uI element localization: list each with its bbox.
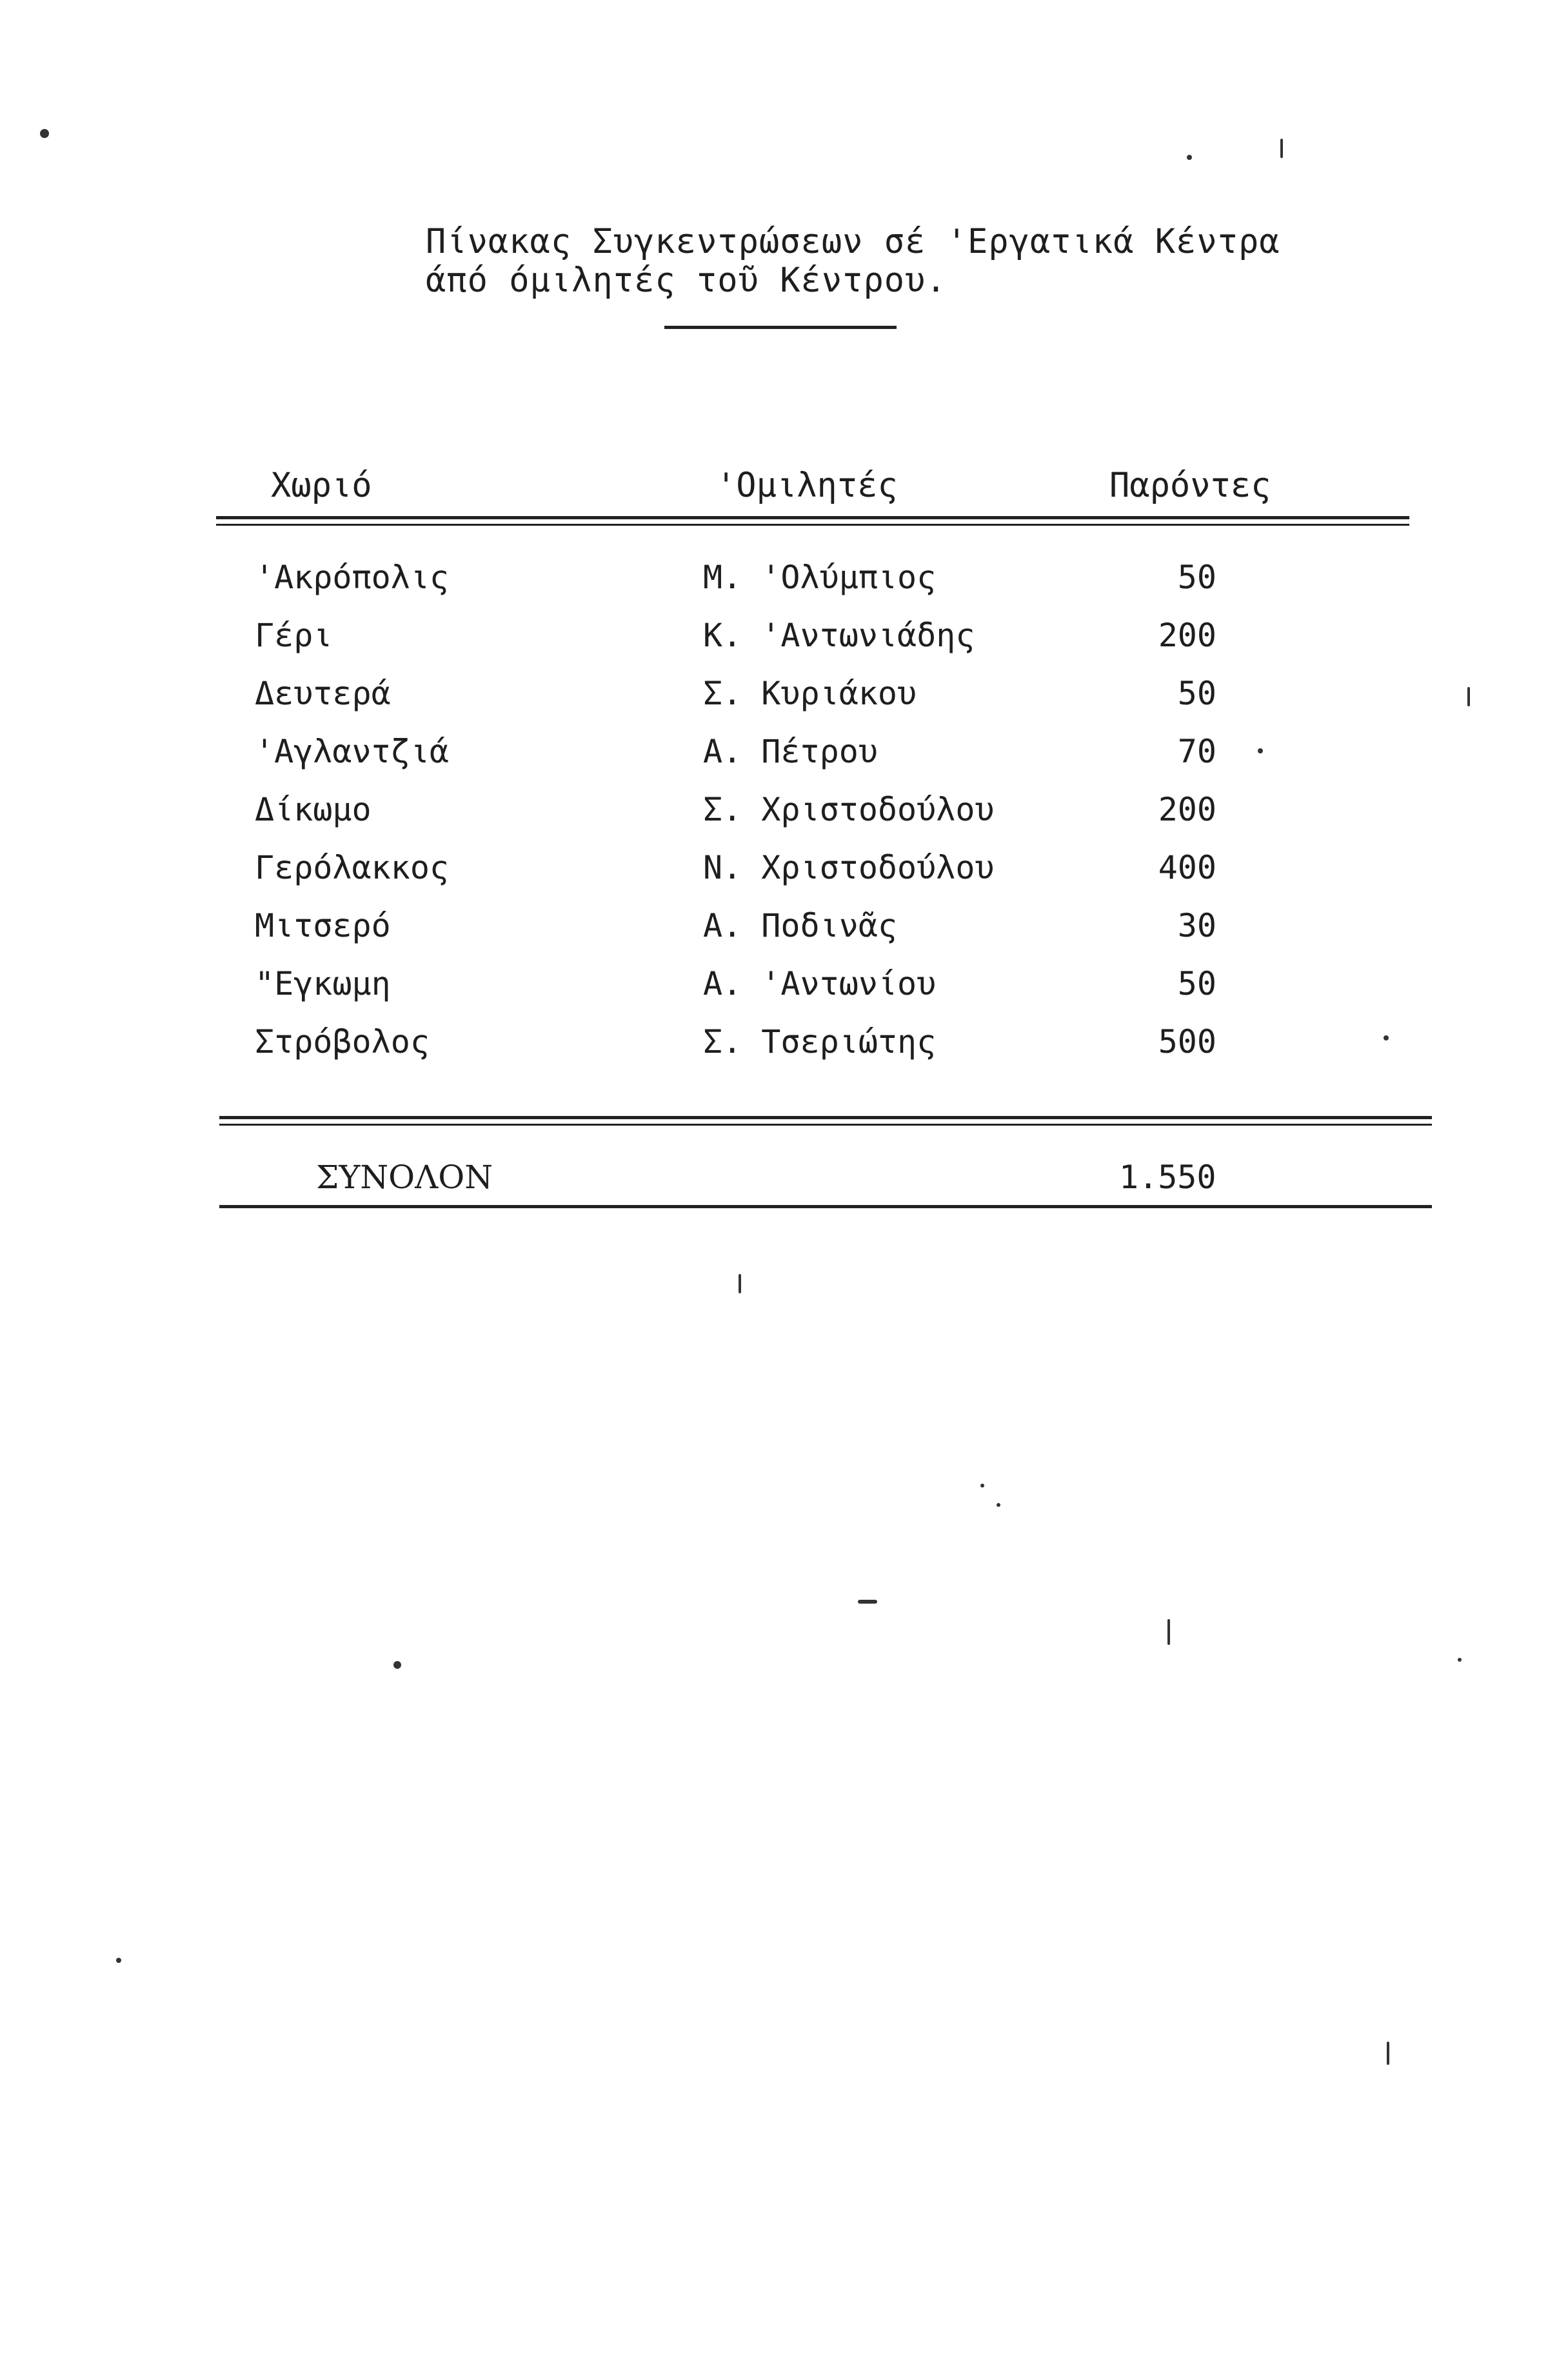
table-row: [0, 722, 1568, 781]
speaker-cell: Μ. 'Ολύμπιος: [703, 559, 937, 596]
document-title: [426, 223, 1329, 300]
scan-speck: [1258, 748, 1263, 753]
speaker-cell: Σ. Τσεριώτης: [703, 1023, 937, 1060]
header-rule-top: [216, 516, 1409, 519]
header-rule-bottom: [216, 524, 1409, 526]
village-cell: Στρόβολος: [255, 1023, 430, 1060]
scan-speck: [393, 1661, 401, 1669]
present-cell: 200: [1158, 617, 1216, 654]
total-rule-bottom: [219, 1205, 1432, 1208]
table-row: [0, 548, 1568, 606]
table-row: [0, 839, 1568, 897]
speaker-cell: Κ. 'Αντωνιάδης: [703, 617, 975, 654]
header-speaker: 'Ομιλητές: [716, 466, 898, 505]
header-village: Χωριό: [271, 466, 372, 505]
present-cell: 70: [1177, 733, 1216, 770]
scan-speck: [1384, 1035, 1389, 1040]
table-row: [0, 897, 1568, 955]
village-cell: Δευτερά: [255, 675, 391, 712]
scan-speck: [40, 129, 49, 138]
present-cell: 200: [1158, 791, 1216, 828]
village-cell: Γερόλακκος: [255, 849, 450, 886]
present-cell: 30: [1177, 907, 1216, 944]
speaker-cell: Α. Ποδινᾶς: [703, 907, 898, 944]
total-rule-top: [219, 1116, 1432, 1119]
present-cell: 50: [1177, 965, 1216, 1002]
scan-speck: [858, 1600, 877, 1604]
village-cell: 'Αγλαντζιά: [255, 733, 450, 770]
table-row: [0, 606, 1568, 664]
present-cell: 400: [1158, 849, 1216, 886]
scan-speck: [1280, 139, 1283, 158]
village-cell: 'Ακρόπολις: [255, 559, 450, 596]
table-row: [0, 955, 1568, 1013]
scan-speck: [1467, 687, 1470, 706]
scan-speck: [1387, 2042, 1389, 2065]
table-row: [0, 1013, 1568, 1071]
table-row: [0, 781, 1568, 839]
village-cell: Γέρι: [255, 617, 333, 654]
scan-speck: [980, 1484, 984, 1488]
title-line-1: Πίνακας Συγκεντρώσεων σέ 'Εργατικά Κέντρα: [426, 223, 1280, 261]
speaker-cell: Σ. Χριστοδούλου: [703, 791, 995, 828]
scan-speck: [739, 1274, 741, 1293]
total-value: 1.550: [1119, 1159, 1216, 1196]
village-cell: "Εγκωμη: [255, 965, 391, 1002]
title-underline: [664, 326, 897, 329]
scan-speck: [1187, 155, 1192, 160]
total-rule-second: [219, 1124, 1432, 1126]
present-cell: 50: [1177, 559, 1216, 596]
village-cell: Δίκωμο: [255, 791, 372, 828]
speaker-cell: Α. Πέτρου: [703, 733, 878, 770]
table-row: [0, 664, 1568, 722]
title-line-2: άπό όμιλητές τοῦ Κέντρου.: [426, 261, 947, 300]
scan-speck: [1458, 1658, 1462, 1662]
header-present: Παρόντες: [1109, 466, 1271, 505]
speaker-cell: Ν. Χριστοδούλου: [703, 849, 995, 886]
scan-speck: [116, 1958, 121, 1963]
total-label: ΣΥΝΟΛΟΝ: [316, 1159, 493, 1196]
present-cell: 500: [1158, 1023, 1216, 1060]
village-cell: Μιτσερό: [255, 907, 391, 944]
present-cell: 50: [1177, 675, 1216, 712]
speaker-cell: Σ. Κυριάκου: [703, 675, 917, 712]
speaker-cell: Α. 'Αντωνίου: [703, 965, 937, 1002]
scan-speck: [997, 1503, 1000, 1507]
scan-speck: [1167, 1619, 1170, 1645]
